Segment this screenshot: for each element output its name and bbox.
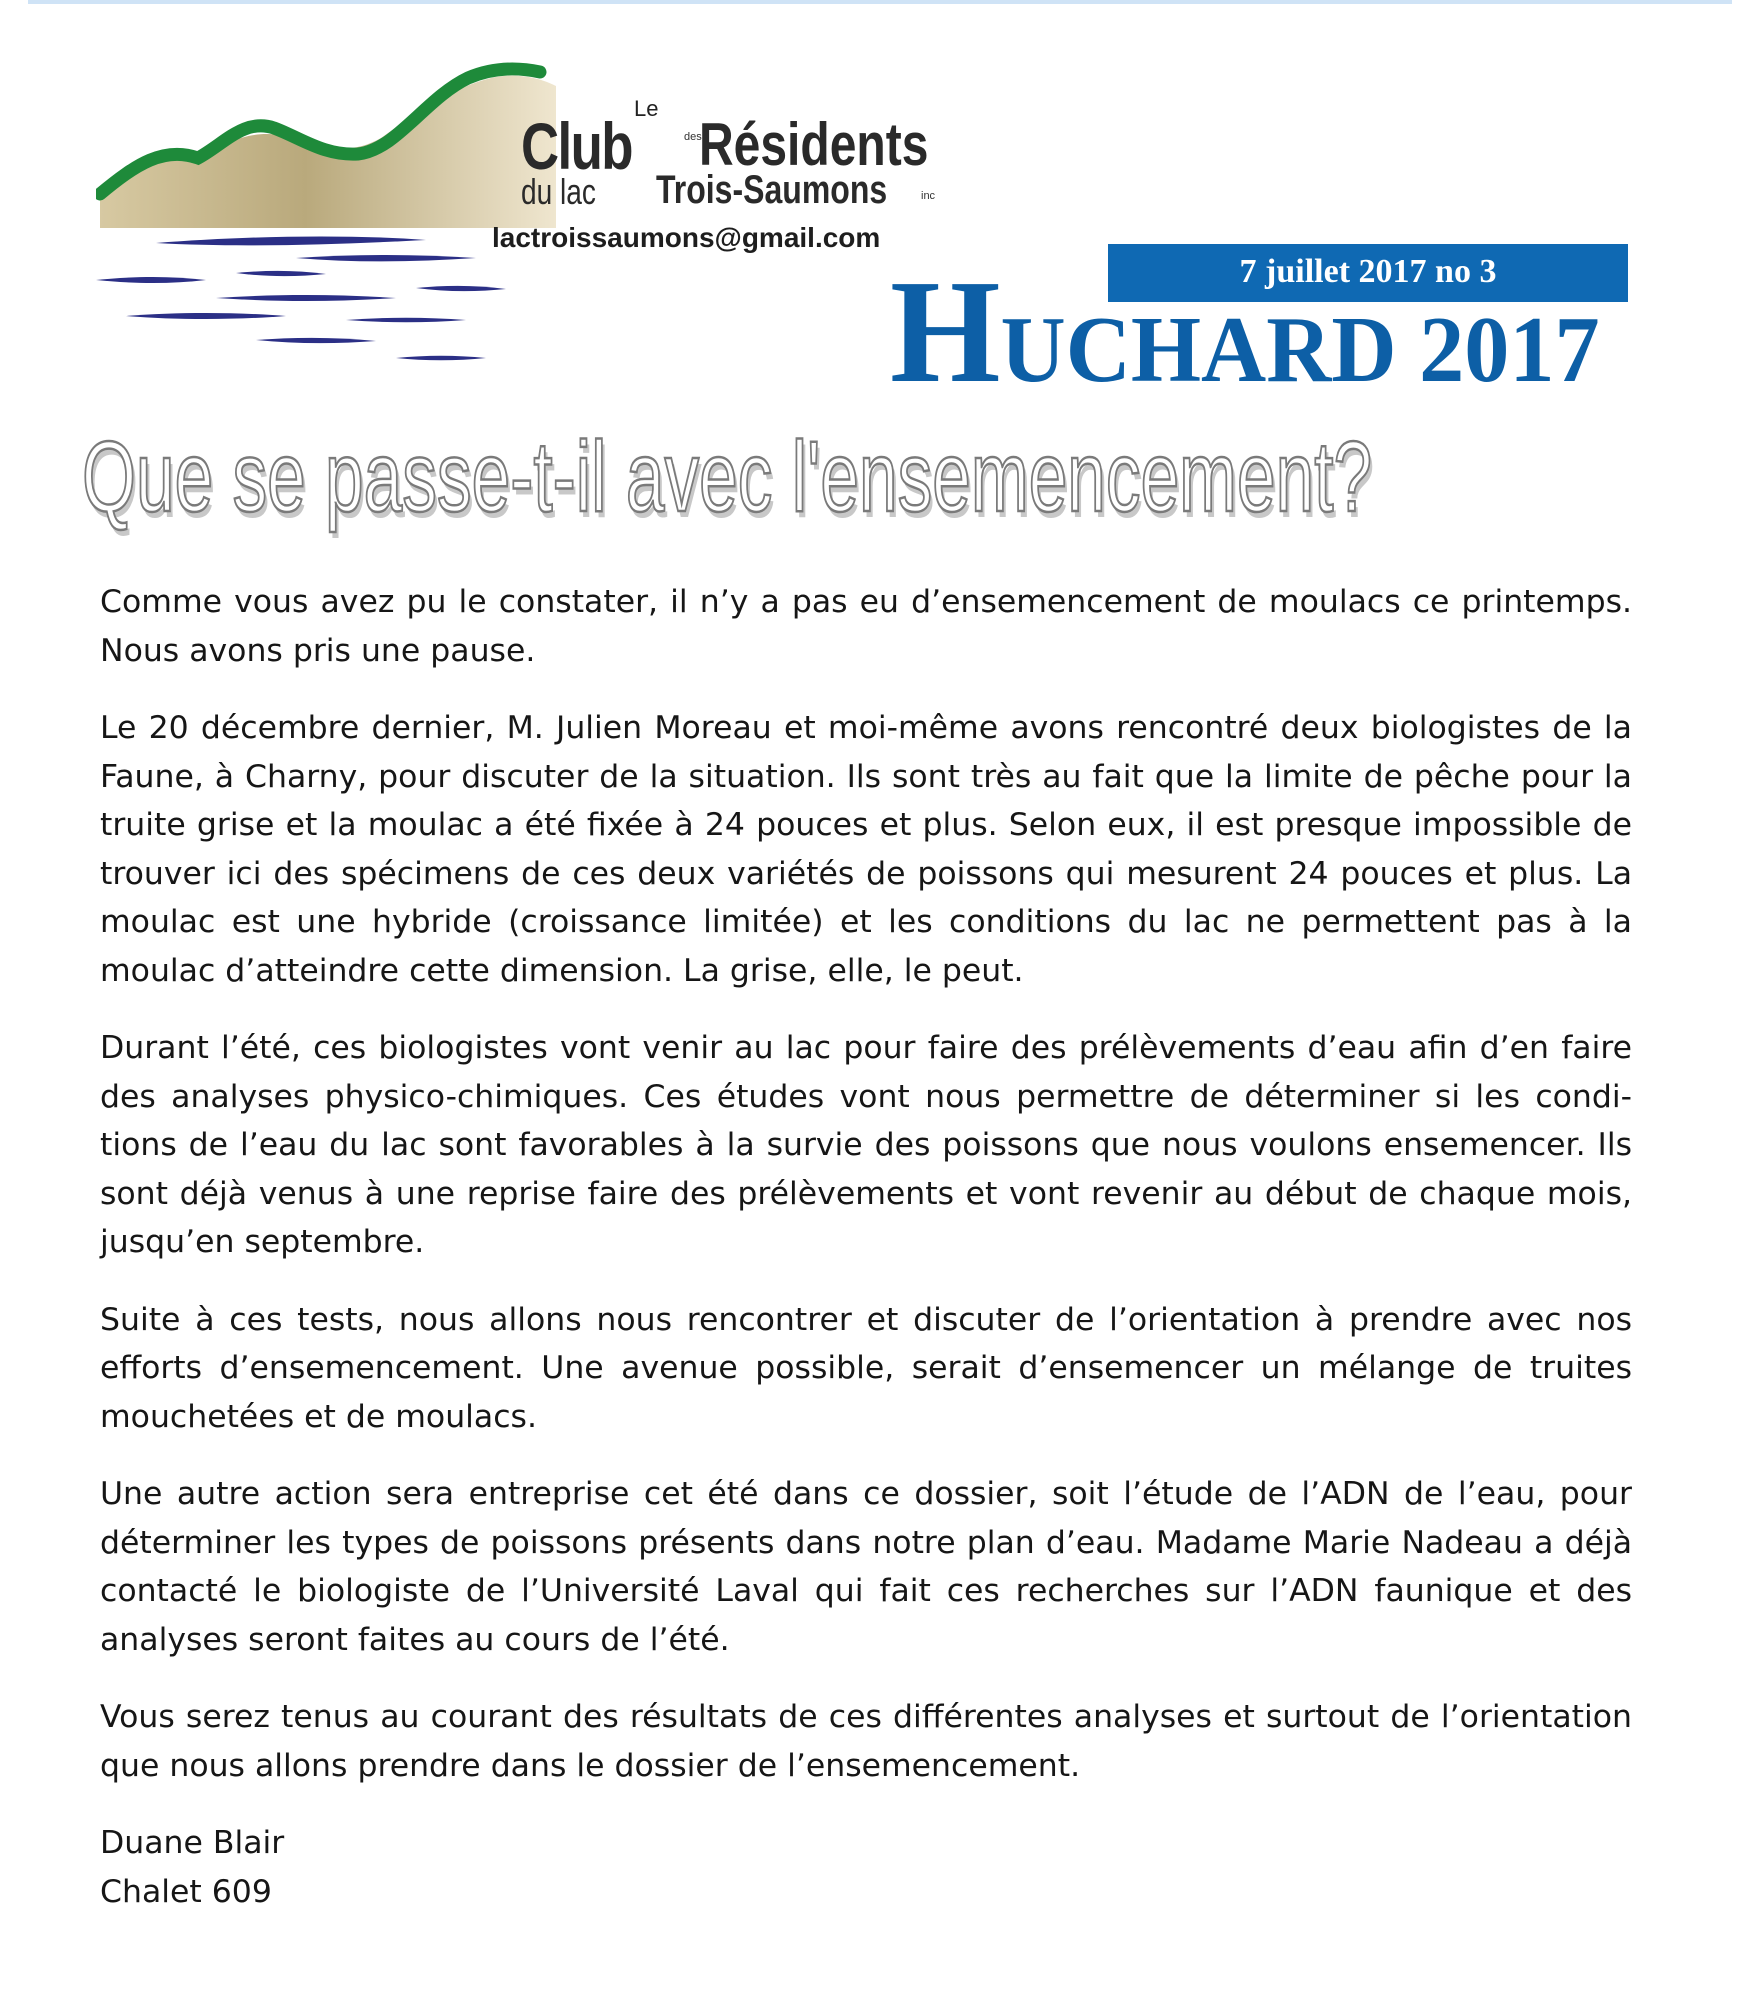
title-rest: UCHARD 2017 — [1000, 298, 1600, 402]
logo-text-residents: Résidents — [699, 111, 929, 178]
club-logo — [96, 58, 976, 388]
article-paragraph: Le 20 décembre dernier, M. Julien Moreau et moi-même avons rencontré deux biologistes de la Faune, à Charny, pour discuter de la situation. Ils sont très au fait que la limite de pêche pour la truite grise et la moulac a été fixée à 24 pouces et plus. Selon eux, il est presque impossible de trouver ici des spécimens de ces deux variétés de poissons qui mesurent 24 pouces et plus. La moulac est une hybride (croissance limitée) et les conditions du lac ne permettent pas à la moulac d’atteindre cette dimension. La grise, elle, le peut. — [100, 710, 1632, 989]
article-body — [100, 578, 1632, 1916]
signature-name: Duane Blair — [100, 1825, 285, 1861]
logo-text-club: Club — [521, 109, 632, 183]
article-headline: Que se passe-t-il avec l'ensemencement? — [82, 421, 1373, 533]
article-paragraph: Une autre action sera entreprise cet été dans ce dossier, soit l’étude de l’ADN de l’eau, pour déterminer les types de poissons présents dans notre plan d’eau. Madame Marie Nadeau a déjà contacté le biologiste de l’Université Laval qui fait ces recherches sur l’ADN faunique et des analyses seront faites au cours de l’été. — [100, 1476, 1632, 1658]
article-paragraph: Vous serez tenus au courant des résultats de ces différentes analyses et surtout de l’orientation que nous allons prendre dans le dossier de l’ensemencement. — [100, 1699, 1632, 1784]
logo-text-trois-saumons: Trois-Saumons — [656, 168, 888, 212]
logo-text-inc: inc — [921, 190, 936, 202]
article-paragraph: Comme vous avez pu le constater, il n’y a pas eu d’ensemencement de moulacs ce printemps. Nous avons pris une pause. — [100, 584, 1632, 669]
logo-text-du-lac: du lac — [521, 171, 596, 212]
logo-text-le: Le — [634, 96, 659, 121]
signature-detail: Chalet 609 — [100, 1873, 272, 1910]
title-initial: H — [890, 250, 1001, 414]
article-paragraph: Suite à ces tests, nous allons nous rencontrer et discuter de l’orientation à prendre avec nos efforts d’ensemencement. Une avenue possible, serait d’ensemencer un mélange de truites mouchetées et de moulacs. — [100, 1301, 1632, 1435]
article-paragraph: Durant l’été, ces biologistes vont venir au lac pour faire des prélèvements d’eau afin d’en faire des analyses physico-chimiques. Ces études vont nous permettre de déterminer si les condi-tions de l’eau du lac sont favorables à la survie des poissons que nous voulons ensemencer. Ils sont déjà venus à une reprise faire des prélèvements et vont revenir au début de chaque mois, jusqu’en septembre. — [100, 1030, 1632, 1260]
logo-text-des: des — [684, 131, 702, 143]
contact-email: lactroissaumons@gmail.com — [492, 222, 881, 253]
issue-date-banner: 7 juillet 2017 no 3 — [1108, 244, 1628, 302]
newsletter-title — [890, 250, 1600, 420]
top-border — [28, 0, 1732, 4]
